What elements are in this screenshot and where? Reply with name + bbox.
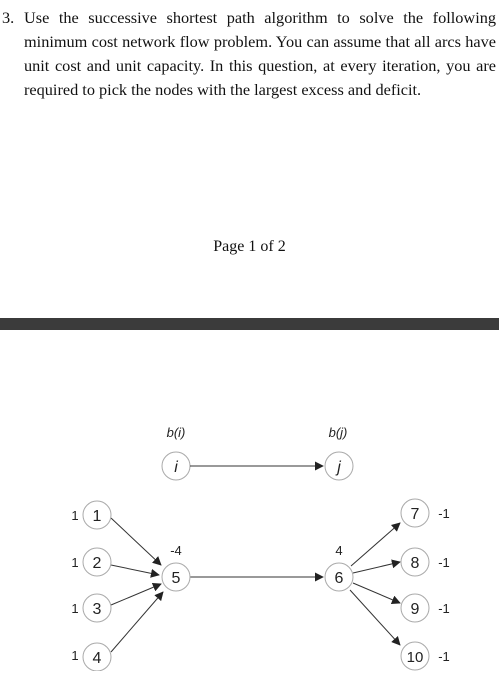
node-4-supply: 1	[71, 648, 79, 663]
node-10-supply: -1	[438, 649, 450, 664]
node-6-supply: 4	[335, 543, 343, 558]
node-8-label: 8	[410, 555, 420, 572]
node-2-label: 2	[92, 555, 102, 572]
node-6-label: 6	[334, 570, 344, 587]
network-diagram	[0, 330, 499, 671]
legend-bj-label: b(j)	[328, 425, 348, 440]
node-5-label: 5	[171, 570, 181, 587]
question-text: Use the successive shortest path algorithm to solve the following minimum cost network flow problem. You can assume that all arcs have unit cost and unit capacity. In this question, at every iteration, you are required to pick the nodes with the largest excess and deficit.	[24, 8, 496, 99]
node-1-label: 1	[92, 508, 102, 525]
arc-6-10	[350, 590, 400, 645]
node-8-supply: -1	[438, 555, 450, 570]
node-5-supply: -4	[170, 543, 182, 558]
arc-6-7	[351, 523, 400, 566]
node-1-supply: 1	[71, 508, 79, 523]
document-page-2	[0, 330, 499, 671]
arc-6-8	[353, 562, 400, 573]
document-page-1	[0, 0, 499, 318]
arc-3-5	[111, 584, 161, 605]
arc-1-5	[111, 518, 161, 565]
legend-bi-label: b(i)	[166, 425, 186, 440]
arc-4-5	[111, 592, 163, 652]
node-2-supply: 1	[71, 555, 79, 570]
node-9-label: 9	[410, 601, 420, 618]
node-4-label: 4	[92, 650, 102, 667]
arc-6-9	[353, 583, 400, 603]
node-3-supply: 1	[71, 601, 79, 616]
legend-j-label: j	[337, 459, 341, 476]
node-10-label: 10	[406, 649, 424, 666]
page-divider	[0, 318, 499, 330]
arc-2-5	[111, 565, 159, 575]
page-footer: Page 1 of 2	[213, 238, 286, 255]
node-9-supply: -1	[438, 601, 450, 616]
node-3-label: 3	[92, 601, 102, 618]
node-7-supply: -1	[438, 506, 450, 521]
legend-i-label: i	[174, 459, 178, 476]
node-7-label: 7	[410, 506, 420, 523]
question-number: 3.	[2, 8, 15, 27]
